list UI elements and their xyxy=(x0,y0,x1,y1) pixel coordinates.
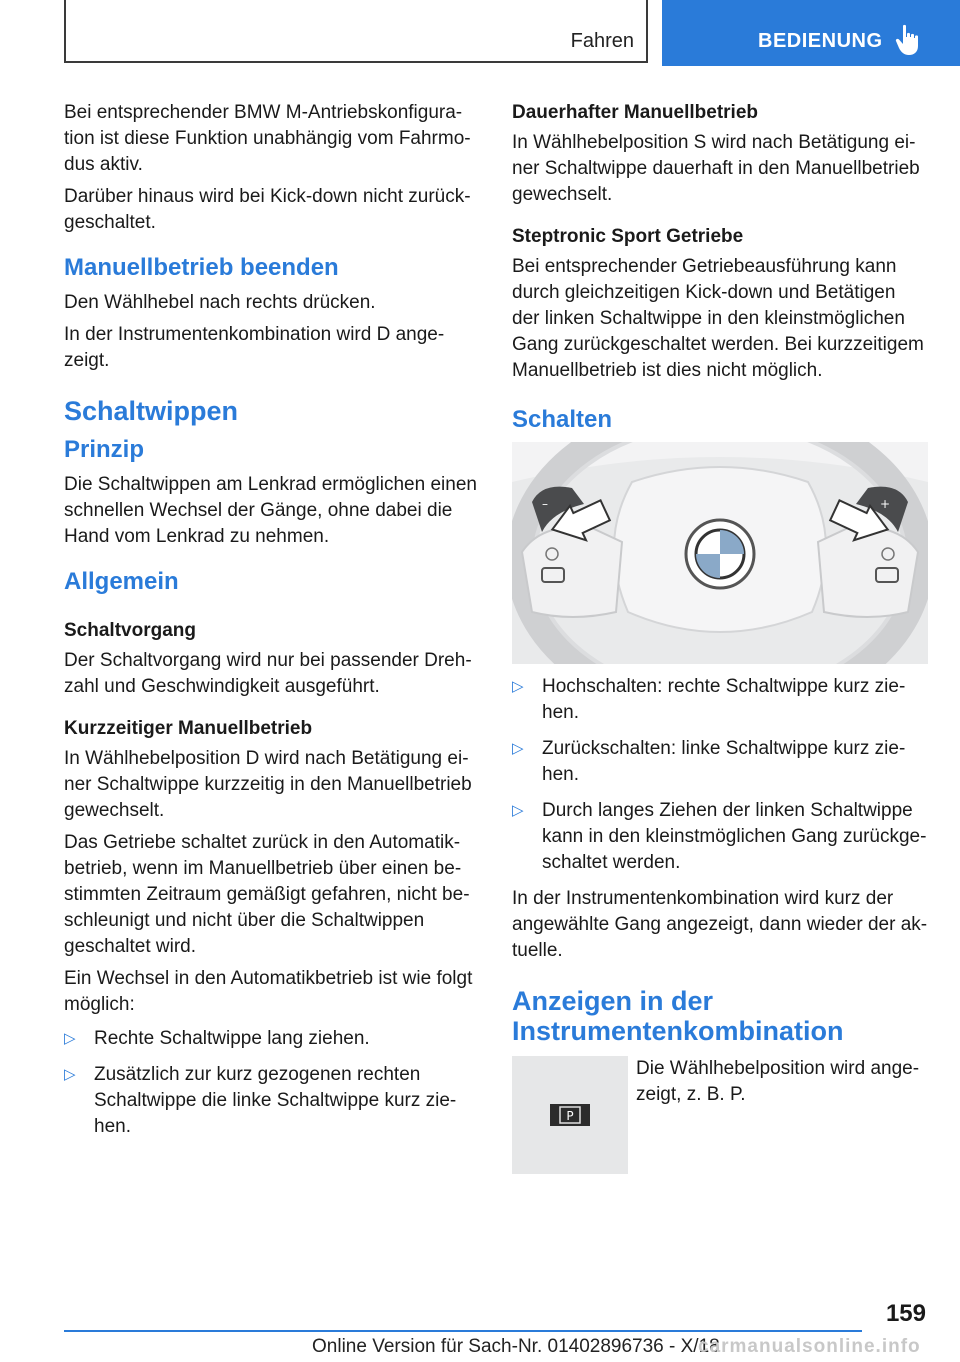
triangle-bullet-icon: ▷ xyxy=(64,1066,76,1083)
list-item xyxy=(64,1062,480,1140)
chapter-tab-label: BEDIENUNG xyxy=(758,30,883,52)
triangle-bullet-icon: ▷ xyxy=(64,1030,76,1047)
heading-steptronic-sport-getriebe: Steptronic Sport Getriebe xyxy=(512,226,744,247)
paragraph: Die Wählhebelposition wird angezeigt, z. B. P. xyxy=(636,1058,920,1105)
paragraph: Darüber hinaus wird bei Kick-down nicht zurückgeschaltet. xyxy=(64,186,471,233)
watermark: carmanualsonline.info xyxy=(698,1336,921,1357)
heading-schaltvorgang: Schaltvorgang xyxy=(64,620,196,641)
steering-wheel-illustration xyxy=(512,442,928,664)
gear-display-illustration xyxy=(512,1056,628,1174)
paragraph: In Wählhebelposition S wird nach Betätigung einer Schaltwippe dauerhaft in den Manuellbetrieb gewechselt. xyxy=(512,132,920,205)
paragraph: Das Getriebe schaltet zurück in den Automatikbetrieb, wenn im Manuellbetrieb über einen bestimmten Zeitraum gemäßigt gefahren, nicht beschleunigt und nicht über die Schaltwippen geschaltet wird. xyxy=(64,832,470,957)
paragraph: In der Instrumentenkombination wird kurz der angewählte Gang angezeigt, dann wieder der aktuelle. xyxy=(512,888,928,961)
heading-allgemein: Allgemein xyxy=(64,568,179,595)
triangle-bullet-icon: ▷ xyxy=(512,740,524,757)
section-title: Fahren xyxy=(570,30,634,52)
list-item-text: Durch langes Ziehen der linken Schaltwippe kann in den kleinstmöglichen Gang zurückgeschaltet werden. xyxy=(542,800,927,873)
paragraph: In Wählhebelposition D wird nach Betätigung einer Schaltwippe kurzzeitig in den Manuellbetrieb gewechselt. xyxy=(64,748,472,821)
footer-text: Online Version für Sach-Nr. 01402896736 - X/18 xyxy=(312,1336,720,1357)
list-item-text: Zusätzlich zur kurz gezogenen rechten Schaltwippe die linke Schaltwippe kurz ziehen. xyxy=(94,1064,457,1137)
list-item xyxy=(512,736,928,788)
footer-divider xyxy=(64,1330,862,1332)
bullet-list xyxy=(64,1026,480,1140)
paragraph: Den Wählhebel nach rechts drücken. xyxy=(64,292,376,313)
paragraph: Die Schaltwippen am Lenkrad ermöglichen einen schnellen Wechsel der Gänge, ohne dabei die Hand vom Lenkrad zu nehmen. xyxy=(64,474,477,547)
bullet-list xyxy=(512,674,928,876)
list-item-text: Zurückschalten: linke Schaltwippe kurz ziehen. xyxy=(542,738,906,785)
plus-label: + xyxy=(880,497,891,511)
paragraph: Ein Wechsel in den Automatikbetrieb ist wie folgt möglich: xyxy=(64,968,473,1015)
list-item xyxy=(512,798,928,876)
minus-label: – xyxy=(542,497,548,511)
paragraph: In der Instrumentenkombination wird D angezeigt. xyxy=(64,324,445,371)
heading-dauerhafter-manuellbetrieb: Dauerhafter Manuellbetrieb xyxy=(512,102,758,123)
heading-manuellbetrieb-beenden: Manuellbetrieb beenden xyxy=(64,254,339,281)
heading-schaltwippen: Schaltwippen xyxy=(64,396,239,426)
hand-pointer-icon xyxy=(894,24,922,56)
list-item xyxy=(64,1026,480,1052)
paragraph: Der Schaltvorgang wird nur bei passender Drehzahl und Geschwindigkeit ausgeführt. xyxy=(64,650,472,697)
list-item-text: Rechte Schaltwippe lang ziehen. xyxy=(94,1028,370,1049)
paragraph: Bei entsprechender Getriebeausführung kann durch gleichzeitigen Kick-down und Betätigen der linken Schaltwippe in den kleinstmöglichen Gang zurückgeschaltet werden. Bei kurzzeitigem Manuellbetrieb ist dies nicht möglich. xyxy=(512,256,924,381)
gear-symbol: P xyxy=(566,1109,574,1123)
chapter-tab[interactable] xyxy=(662,0,960,66)
heading-anzeigen-instrumentenkombination: Anzeigen in der Instrumentenkombination xyxy=(512,986,844,1046)
left-column xyxy=(64,100,480,1150)
section-header-box xyxy=(64,0,648,63)
paragraph: Bei entsprechender BMW M-Antriebskonfiguration ist diese Funktion unabhängig vom Fahrmodus aktiv. xyxy=(64,102,471,175)
triangle-bullet-icon: ▷ xyxy=(512,678,524,695)
heading-schalten: Schalten xyxy=(512,406,613,433)
display-example xyxy=(512,1056,928,1176)
page-header xyxy=(0,0,960,66)
list-item xyxy=(512,674,928,726)
right-column xyxy=(512,100,928,1176)
list-item-text: Hochschalten: rechte Schaltwippe kurz ziehen. xyxy=(542,676,906,723)
heading-prinzip: Prinzip xyxy=(64,436,145,463)
triangle-bullet-icon: ▷ xyxy=(512,802,524,819)
page-number: 159 xyxy=(885,1300,926,1327)
heading-kurzzeitiger-manuellbetrieb: Kurzzeitiger Manuellbetrieb xyxy=(64,718,313,739)
